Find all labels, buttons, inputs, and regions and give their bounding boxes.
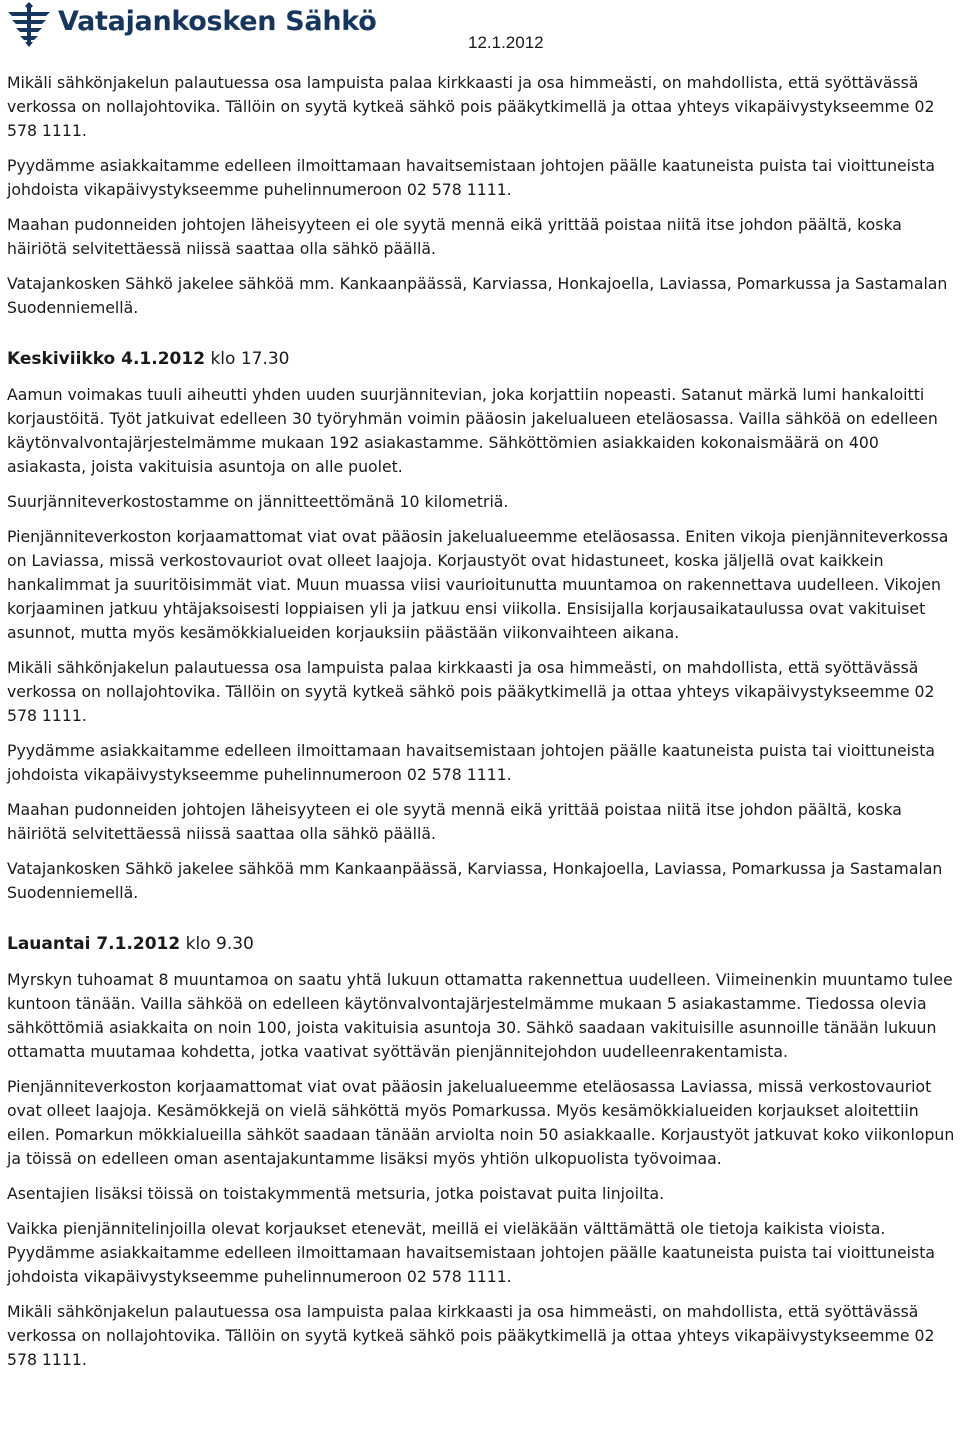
paragraph: Mikäli sähkönjakelun palautuessa osa lampuista palaa kirkkaasti ja osa himmeästi, on mahdollista, että syöttävässä verkossa on nollajohtovika. Tällöin on syytä kytkeä sähkö pois pääkytkimellä ja ottaa yhteys vikapäivystykseemme 02 578 1111. (7, 658, 935, 725)
entry-heading (7, 932, 957, 956)
entry-date: Lauantai 7.1.2012 (7, 934, 181, 954)
paragraph: Maahan pudonneiden johtojen läheisyyteen ei ole syytä mennä eikä yrittää poistaa niitä itse johdon päältä, koska häiriötä selvitettäessä niissä saattaa olla sähkö päällä. (7, 800, 902, 843)
entry-time: klo 9.30 (185, 934, 254, 954)
paragraph: Pyydämme asiakkaitamme edelleen ilmoittamaan havaitsemistaan johtojen päälle kaatuneista puista tai vioittuneista johdoista vikapäivystykseemme puhelinnumeroon 02 578 1111. (7, 156, 935, 199)
paragraph: Maahan pudonneiden johtojen läheisyyteen ei ole syytä mennä eikä yrittää poistaa niitä itse johdon päältä, koska häiriötä selvitettäessä niissä saattaa olla sähkö päällä. (7, 215, 902, 258)
paragraph: Mikäli sähkönjakelun palautuessa osa lampuista palaa kirkkaasti ja osa himmeästi, on mahdollista, että syöttävässä verkossa on nollajohtovika. Tällöin on syytä kytkeä sähkö pois pääkytkimellä ja ottaa yhteys vikapäivystykseemme 02 578 1111. (7, 73, 935, 140)
paragraph: Vatajankosken Sähkö jakelee sähköä mm. Kankaanpäässä, Karviassa, Honkajoella, Laviassa, Pomarkussa ja Sastamalan Suodenniemellä. (7, 274, 948, 317)
paragraph: Myrskyn tuhoamat 8 muuntamoa on saatu yhtä lukuun ottamatta rakennettua uudelleen. Viimeinenkin muuntamo tulee kuntoon tänään. Vailla sähköä on edelleen käytönvalvontajärjestelmämme mukaan 5 asiakastamme. Tiedossa olevia sähköttömiä asiakkaita on noin 100, joista vakituisia asuntoja 30. Sähkö saadaan vakituisille asunnoille tänään lukuun ottamatta muutamaa kohdetta, jotka vaativat syöttävän pienjännitejohdon uudelleenrakentamista. (7, 970, 953, 1061)
paragraph: Vatajankosken Sähkö jakelee sähköä mm Kankaanpäässä, Karviassa, Honkajoella, Laviassa, Pomarkussa ja Sastamalan Suodenniemellä. (7, 859, 943, 902)
entry-date: Keskiviikko 4.1.2012 (7, 349, 206, 369)
paragraph: Suurjänniteverkostostamme on jännitteettömänä 10 kilometriä. (7, 492, 509, 511)
page-header (0, 0, 960, 56)
entry-time: klo 17.30 (210, 349, 290, 369)
logo-wordmark: Vatajankosken Sähkö (58, 6, 377, 37)
entry-heading (7, 347, 957, 371)
document-body (7, 71, 957, 1383)
paragraph: Pyydämme asiakkaitamme edelleen ilmoittamaan havaitsemistaan johtojen päälle kaatuneista puista tai vioittuneista johdoista vikapäivystykseemme puhelinnumeroon 02 578 1111. (7, 741, 935, 784)
paragraph: Mikäli sähkönjakelun palautuessa osa lampuista palaa kirkkaasti ja osa himmeästi, on mahdollista, että syöttävässä verkossa on nollajohtovika. Tällöin on syytä kytkeä sähkö pois pääkytkimellä ja ottaa yhteys vikapäivystykseemme 02 578 1111. (7, 1302, 935, 1369)
document-date: 12.1.2012 (468, 33, 544, 52)
paragraph: Pienjänniteverkoston korjaamattomat viat ovat pääosin jakelualueemme eteläosassa Laviassa, missä verkostovauriot ovat olleet laajoja. Kesämökkejä on vielä sähköttä myös Pomarkussa. Myös kesämökkialueiden korjaukset aloitettiin eilen. Pomarkun mökkialueilla sähköt saadaan tänään arviolta noin 50 asiakkaalle. Korjaustyöt jatkuvat koko viikonlopun ja töissä on edelleen oman asentajakuntamme lisäksi myös yhtiön ulkopuolista työvoimaa. (7, 1077, 955, 1168)
paragraph: Aamun voimakas tuuli aiheutti yhden uuden suurjännitevian, joka korjattiin nopeasti. Satanut märkä lumi hankaloitti korjaustöitä. Työt jatkuivat edelleen 30 työryhmän voimin pääosin jakelualueen eteläosassa. Vailla sähköä on edelleen käytönvalvontajärjestelmämme mukaan 192 asiakastamme. Sähköttömien asiakkaiden kokonaismäärä on 400 asiakasta, joista vakituisia asuntoja on alle puolet. (7, 385, 938, 476)
logo-mark-icon (6, 2, 52, 48)
paragraph: Asentajien lisäksi töissä on toistakymmentä metsuria, jotka poistavat puita linjoilta. (7, 1184, 665, 1203)
paragraph: Vaikka pienjännitelinjoilla olevat korjaukset etenevät, meillä ei vieläkään välttämättä ole tietoja kaikista vioista. Pyydämme asiakkaitamme edelleen ilmoittamaan havaitsemistaan johtojen päälle kaatuneista puista tai vioittuneista johdoista vikapäivystykseemme puhelinnumeroon 02 578 1111. (7, 1219, 935, 1286)
paragraph: Pienjänniteverkoston korjaamattomat viat ovat pääosin jakelualueemme eteläosassa. Eniten vikoja pienjänniteverkossa on Laviassa, missä verkostovauriot ovat olleet laajoja. Korjaustyöt ovat hidastuneet, koska jäljellä ovat kaikkein hankalimmat ja suuritöisimmät viat. Muun muassa viisi vaurioitunutta muuntamoa on rakennettava uudelleen. Vikojen korjaaminen jatkuu yhtäjaksoisesti loppiaisen yli ja jatkuu ensi viikolla. Ensisijalla korjausaikataulussa ovat vakituiset asunnot, mutta myös kesämökkialueiden korjauksiin päästään viikonvaihteen aikana. (7, 527, 949, 642)
company-logo (6, 2, 377, 48)
